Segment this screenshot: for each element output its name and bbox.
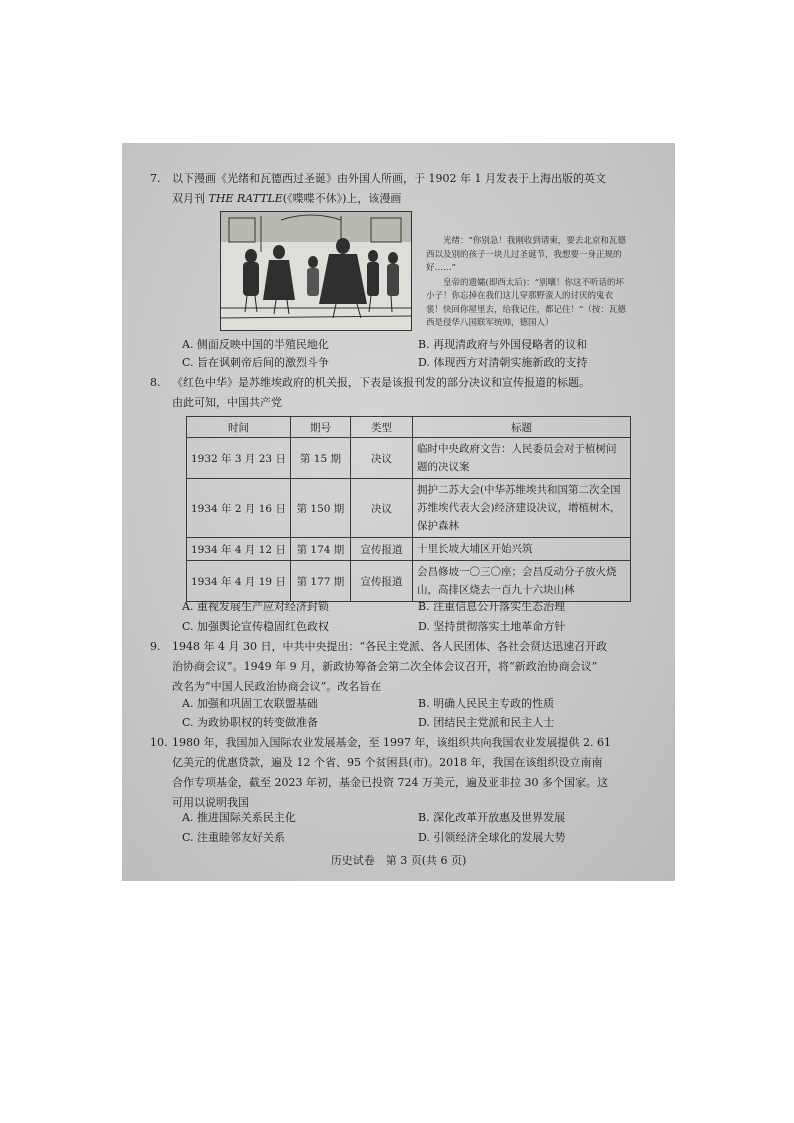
page-footer: 历史试卷 第 3 页(共 6 页) xyxy=(330,854,467,867)
option-8b: B. 注重信息公开落实生态治理 xyxy=(418,600,566,613)
table-row xyxy=(187,561,631,602)
cell-issue: 第 177 期 xyxy=(290,561,350,602)
question-number: 8. xyxy=(150,376,161,389)
table-row xyxy=(187,538,631,561)
option-7a: A. 侧面反映中国的半殖民地化 xyxy=(182,338,329,351)
question-number: 10. xyxy=(150,736,168,749)
cell-type: 决议 xyxy=(350,438,412,479)
newspaper-table xyxy=(186,416,631,602)
question-text-line: 1948 年 4 月 30 日，中共中央提出：“各民主党派、各人民团体、各社会贤达迅速召开政 xyxy=(172,640,608,653)
question-text-line: 改名为“中国人民政治协商会议”。改名旨在 xyxy=(172,680,382,693)
option-9c: C. 为政协职权的转变做准备 xyxy=(182,716,319,729)
option-10c: C. 注重睦邻友好关系 xyxy=(182,831,286,844)
cell-type: 决议 xyxy=(350,479,412,538)
question-9 xyxy=(150,637,642,697)
option-9a: A. 加强和巩固工农联盟基础 xyxy=(182,697,318,710)
question-number: 9. xyxy=(150,640,161,653)
journal-title: THE RATTLE xyxy=(208,192,283,205)
question-text-line: 亿美元的优惠贷款，遍及 12 个省、95 个贫困县(市)。2018 年，我国在该组织设立南南 xyxy=(172,756,603,769)
question-text-line: 治协商会议”。1949 年 9 月，新政协筹备会第二次全体会议召开，将“新政治协商会议” xyxy=(172,660,598,673)
cell-issue: 第 174 期 xyxy=(290,538,350,561)
question-text-line: 以下漫画《光绪和瓦德西过圣诞》由外国人所画，于 1902 年 1 月发表于上海出版的英文 xyxy=(172,172,606,185)
table-row xyxy=(187,438,631,479)
question-text-line: 由此可知，中国共产党 xyxy=(172,396,282,409)
cell-time: 1934 年 4 月 19 日 xyxy=(187,561,291,602)
question-text-line: 合作专项基金，截至 2023 年初，基金已投资 724 万美元，遍及亚非拉 30 多个国家。这 xyxy=(172,776,608,789)
question-text-line: 《红色中华》是苏维埃政府的机关报，下表是该报刊发的部分决议和宣传报道的标题。 xyxy=(172,376,590,389)
cartoon-illustration xyxy=(221,212,411,330)
header-type: 类型 xyxy=(350,417,412,438)
table-row xyxy=(187,479,631,538)
cell-title: 十里长坡大埔区开始兴筑 xyxy=(412,538,630,561)
option-9b: B. 明确人民民主专政的性质 xyxy=(418,697,555,710)
option-8c: C. 加强舆论宣传稳固红色政权 xyxy=(182,620,330,633)
question-text-line xyxy=(172,189,642,209)
question-text-line: 1980 年，我国加入国际农业发展基金，至 1997 年，该组织共向我国农业发展提供 2. 61 xyxy=(172,736,611,749)
cell-time: 1932 年 3 月 23 日 xyxy=(187,438,291,479)
question-7 xyxy=(150,169,642,209)
option-7c: C. 旨在讽刺帝后间的激烈斗争 xyxy=(182,356,330,369)
option-10a: A. 推进国际关系民主化 xyxy=(182,811,296,824)
option-8d: D. 坚持贯彻落实土地革命方针 xyxy=(418,620,566,633)
question-8 xyxy=(150,373,642,413)
header-time: 时间 xyxy=(187,417,291,438)
cell-title: 临时中央政府文告：人民委员会对于植树问题的决议案 xyxy=(412,438,630,479)
exam-page xyxy=(122,143,675,881)
question-text-part: (《喋喋不休》)上，该漫画 xyxy=(282,192,402,205)
table-header-row xyxy=(187,417,631,438)
cell-time: 1934 年 4 月 12 日 xyxy=(187,538,291,561)
cell-issue: 第 150 期 xyxy=(290,479,350,538)
option-9d: D. 团结民主党派和民主人士 xyxy=(418,716,555,729)
option-7d: D. 体现西方对清朝实施新政的支持 xyxy=(418,356,588,369)
cartoon-image xyxy=(220,211,412,331)
cell-issue: 第 15 期 xyxy=(290,438,350,479)
cell-title: 拥护二苏大会(中华苏维埃共和国第二次全国苏维埃代表大会)经济建设决议，增植树木，保护森林 xyxy=(412,479,630,538)
question-number: 7. xyxy=(150,172,161,185)
cartoon-caption xyxy=(426,235,626,332)
question-10 xyxy=(150,733,642,813)
header-title: 标题 xyxy=(412,417,630,438)
caption-empress-dowager: 皇帝的遗孀(即西太后)：“别嚷！你这不听话的坏小子！你忘掉在我们这儿穿那野蛮人的讨厌的鬼衣裳！快回你屋里去，给我记住，都记住！”（按：瓦德西是侵华八国联军统帅，德国人） xyxy=(426,277,626,328)
header-issue: 期号 xyxy=(290,417,350,438)
option-10b: B. 深化改革开放惠及世界发展 xyxy=(418,811,566,824)
question-text-line: 可用以说明我国 xyxy=(172,796,249,809)
cell-title: 会昌修坡一〇三〇座；会昌反动分子放火烧山，高排区烧去一百九十六块山林 xyxy=(412,561,630,602)
option-7b: B. 再现清政府与外国侵略者的议和 xyxy=(418,338,588,351)
cell-type: 宣传报道 xyxy=(350,561,412,602)
cell-time: 1934 年 2 月 16 日 xyxy=(187,479,291,538)
option-10d: D. 引领经济全球化的发展大势 xyxy=(418,831,566,844)
caption-guangxu: 光绪：“你别急！我刚收到请柬，要去北京和瓦德西以及别的孩子一块儿过圣诞节，我想要一身正规的好……” xyxy=(426,236,626,273)
option-8a: A. 重视发展生产应对经济封锁 xyxy=(182,600,329,613)
cell-type: 宣传报道 xyxy=(350,538,412,561)
question-text-part: 双月刊 xyxy=(172,192,209,205)
